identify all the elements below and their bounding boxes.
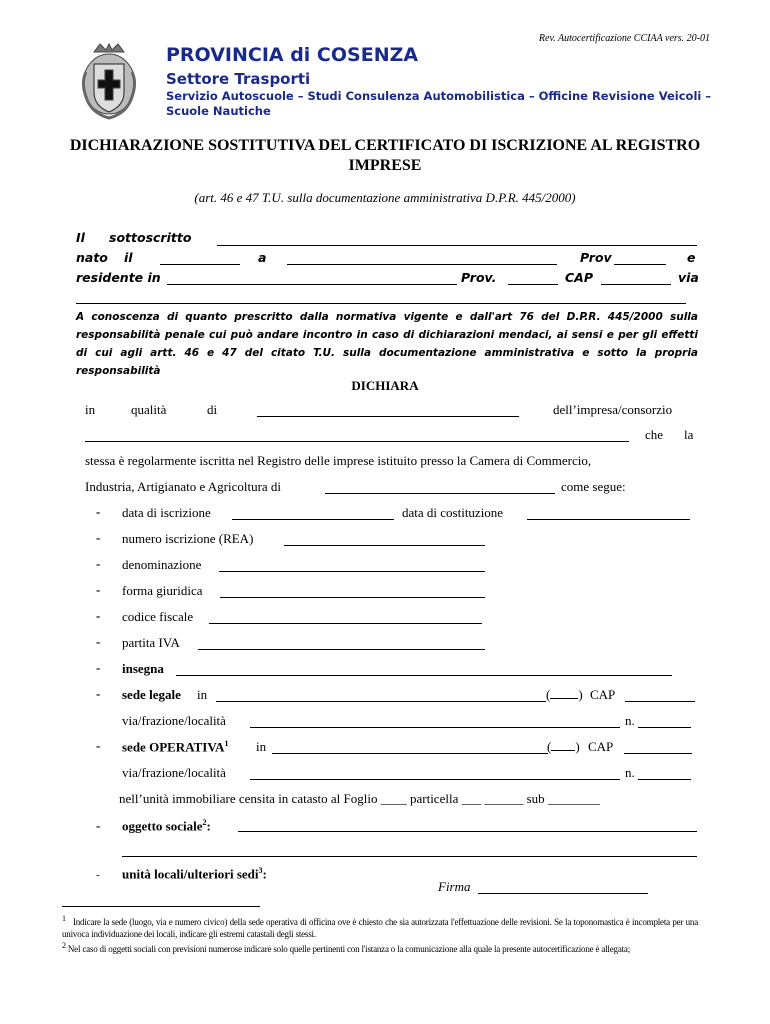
insegna-field[interactable] <box>176 675 672 676</box>
birth-date-field[interactable] <box>160 264 240 265</box>
registry-statement: stessa è regolarmente iscritta nel Registro delle imprese istituito presso la Camera di Commercio, <box>85 453 592 468</box>
sede-legale-via-label: via/frazione/località <box>122 713 226 728</box>
sede-operativa-cap-label: CAP <box>588 739 614 754</box>
rea-field[interactable] <box>284 545 485 546</box>
sede-legale-in-label: in <box>197 687 208 702</box>
denominazione-field[interactable] <box>219 571 485 572</box>
sede-legale-label: sede legale <box>122 687 181 702</box>
data-costituzione-label: data di costituzione <box>402 505 504 520</box>
residence-cap-field[interactable] <box>601 284 671 285</box>
bullet-dash: - <box>96 556 101 571</box>
dichiara-heading: DICHIARA <box>351 378 419 393</box>
bullet-dash: - <box>96 738 101 753</box>
province-title: PROVINCIA di COSENZA <box>166 44 419 66</box>
data-iscrizione-field[interactable] <box>232 519 394 520</box>
chamber-label: Industria, Artigianato e Agricoltura di <box>85 479 282 494</box>
birth-prov-field[interactable] <box>614 264 666 265</box>
forma-giuridica-label: forma giuridica <box>122 583 203 598</box>
oggetto-sociale-field-2[interactable] <box>122 856 697 857</box>
revision-note: Rev. Autocertificazione CCIAA vers. 20-01 <box>538 33 710 44</box>
a-label: a <box>258 250 267 265</box>
il-label: Il <box>76 230 85 245</box>
bullet-dash: - <box>96 660 101 675</box>
sede-operativa-field[interactable] <box>272 753 548 754</box>
sede-legale-prov-field[interactable] <box>550 698 578 699</box>
bullet-dash: - <box>96 582 101 597</box>
catasto-line: nell’unità immobiliare censita in catasto al Foglio ____ particella ___ ______ sub ________ <box>119 791 600 806</box>
company-field[interactable] <box>85 441 629 442</box>
denominazione-label: denominazione <box>122 557 202 572</box>
sede-operativa-via-label: via/frazione/località <box>122 765 226 780</box>
sede-legale-cap-field[interactable] <box>625 701 695 702</box>
footnote-ref-3[interactable]: 3 <box>258 866 263 875</box>
sottoscritto-label: sottoscritto <box>109 230 192 245</box>
sede-legale-field[interactable] <box>216 701 546 702</box>
impresa-label: dell’impresa/consorzio <box>553 402 673 417</box>
insegna-label: insegna <box>122 661 164 676</box>
sede-legale-n-field[interactable] <box>638 727 691 728</box>
nato-label: nato <box>76 250 108 265</box>
prov2-label: Prov. <box>461 270 497 285</box>
codice-fiscale-label: codice fiscale <box>122 609 194 624</box>
awareness-paragraph: A conoscenza di quanto prescritto dalla normativa vigente e dall'art 76 del D.P.R. 445/2000 sulla responsabilità penale cui può andare incontro in caso di dichiarazioni mendaci, ai sensi e per gli effetti di cui agli artt. 46 e 47 del citato T.U. sulla documentazione amministrativa e sotto la propria responsabilità <box>76 311 698 377</box>
footnote-ref-2[interactable]: 2 <box>202 818 207 827</box>
rea-label: numero iscrizione (REA) <box>122 531 254 546</box>
sede-operativa-n-label: n. <box>625 765 635 780</box>
sede-operativa-via-field[interactable] <box>250 779 620 780</box>
prov-label: Prov <box>580 250 612 265</box>
footnote-2: 2 Nel caso di oggetti sociali con previsioni numerose indicare solo quelle pertinenti con l'istanza o la comunicazione alla quale la presente autocertificazione è allegata; <box>62 941 631 954</box>
sede-operativa-in-label: in <box>256 739 267 754</box>
sector-title: Settore Trasporti <box>166 70 311 88</box>
di-label: di <box>207 402 218 417</box>
sede-operativa-n-field[interactable] <box>638 779 691 780</box>
bullet-dash: - <box>96 818 101 833</box>
footnote-1: 1 Indicare la sede (luogo, via e numero civico) della sede operativa di officina ove è chiesto che sia autorizzata l'effettuazione delle revisioni. Se la toponomastica è incompleta per una univoca individuazione dei locali, indicare gli estremi catastali degli stessi. <box>62 914 698 939</box>
in-label: in <box>85 402 96 417</box>
codice-fiscale-field[interactable] <box>209 623 482 624</box>
forma-giuridica-field[interactable] <box>220 597 485 598</box>
firma-label: Firma <box>438 879 471 894</box>
chamber-field[interactable] <box>325 493 555 494</box>
partita-iva-field[interactable] <box>198 649 485 650</box>
sede-legale-via-field[interactable] <box>250 727 620 728</box>
bullet-dash: - <box>96 608 101 623</box>
birth-place-field[interactable] <box>287 264 557 265</box>
qualita-label: qualità <box>131 402 167 417</box>
partita-iva-label: partita IVA <box>122 635 180 650</box>
signature-field[interactable] <box>478 893 648 894</box>
il-date-label: il <box>124 250 133 265</box>
data-iscrizione-label: data di iscrizione <box>122 505 211 520</box>
residente-label: residente in <box>76 270 161 285</box>
bullet-dash: - <box>96 530 101 545</box>
oggetto-sociale-field[interactable] <box>238 831 697 832</box>
come-segue-label: come segue: <box>561 479 626 494</box>
footnote-divider <box>62 906 260 907</box>
oggetto-sociale-label: oggetto sociale$^2$: <box>122 818 211 834</box>
bullet-dot: - <box>96 869 100 881</box>
bullet-dash: - <box>96 634 101 649</box>
sede-legale-cap-label: CAP <box>590 687 616 702</box>
street-field[interactable] <box>76 303 686 304</box>
la-label: la <box>684 427 694 442</box>
cap-label: CAP <box>565 270 594 285</box>
residence-field[interactable] <box>167 284 457 285</box>
bullet-dash: - <box>96 686 101 701</box>
province-coat-of-arms-logo <box>80 42 138 120</box>
name-field[interactable] <box>217 245 697 246</box>
sede-operativa-label: sede OPERATIVA$^1$ <box>122 739 229 755</box>
data-costituzione-field[interactable] <box>527 519 690 520</box>
document-title: DICHIARAZIONE SOSTITUTIVA DEL CERTIFICATO DI ISCRIZIONE AL REGISTRO IMPRESE <box>69 137 701 174</box>
sede-operativa-cap-field[interactable] <box>624 753 692 754</box>
che-label: che <box>645 427 664 442</box>
sede-legale-n-label: n. <box>625 713 635 728</box>
via-label: via <box>678 270 699 285</box>
footnote-ref-1[interactable]: 1 <box>224 739 229 748</box>
unita-locali-label: unità locali/ulteriori sedi$^3$: <box>122 866 267 882</box>
residence-prov-field[interactable] <box>508 284 558 285</box>
legal-reference: (art. 46 e 47 T.U. sulla documentazione amministrativa D.P.R. 445/2000) <box>194 190 576 205</box>
service-subtitle: Servizio Autoscuole – Studi Consulenza Automobilistica – Officine Revisione Veicoli – Scuole Nautiche <box>166 89 712 118</box>
sede-operativa-prov-field[interactable] <box>551 750 575 751</box>
bullet-dash: - <box>96 504 101 519</box>
role-field[interactable] <box>257 416 519 417</box>
e-label: e <box>687 250 696 265</box>
